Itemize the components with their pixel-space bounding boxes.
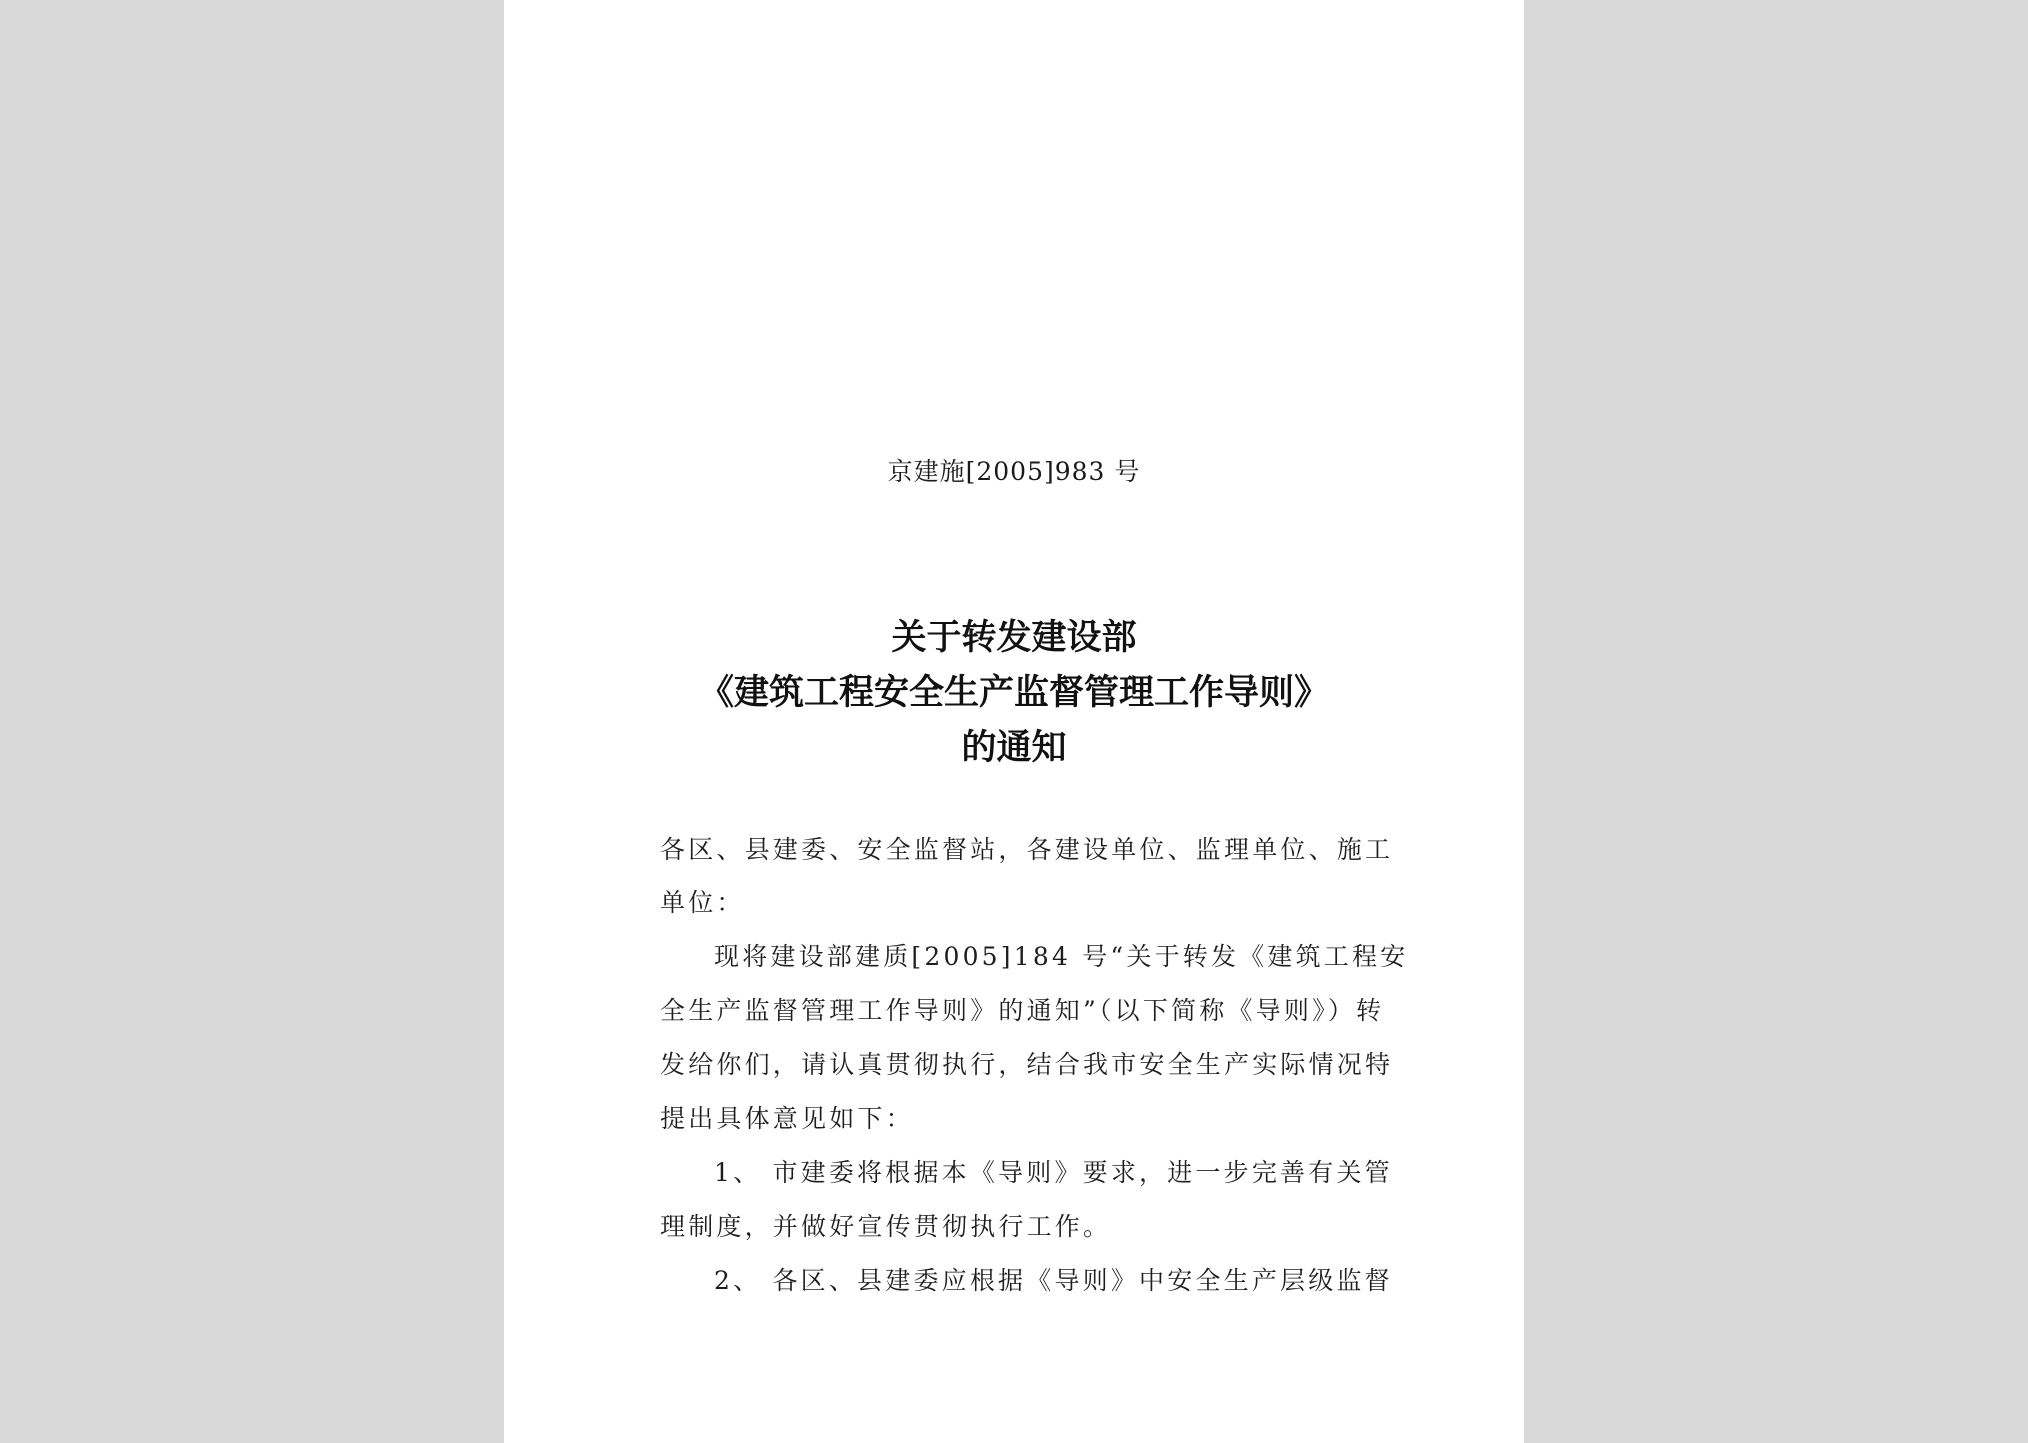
document-number: 京建施[2005]983 号 [887,457,1141,486]
addressee-line-1: 各区、县建委、安全监督站，各建设单位、监理单位、施工 [660,835,1394,864]
list-item-2-line-1: 2、 各区、县建委应根据《导则》中安全生产层级监督 [714,1266,1393,1295]
title-line-1: 关于转发建设部 [891,618,1137,658]
body-text-line: 现将建设部建质[2005]184 号“关于转发《建筑工程安 [714,942,1409,971]
list-item-1-line-2: 理制度，并做好宣传贯彻执行工作。 [660,1212,1112,1241]
body-text-line: 发给你们，请认真贯彻执行，结合我市安全生产实际情况特 [660,1050,1394,1079]
body-text-line: 提出具体意见如下： [660,1104,914,1133]
addressee-line-2: 单位： [660,888,745,917]
title-line-3: 的通知 [961,728,1067,768]
list-item-1-line-1: 1、 市建委将根据本《导则》要求，进一步完善有关管 [714,1158,1393,1187]
body-text-line: 全生产监督管理工作导则》的通知”（以下简称《导则》）转 [660,996,1385,1025]
title-line-2: 《建筑工程安全生产监督管理工作导则》 [698,673,1329,713]
document-page [504,0,1524,1443]
